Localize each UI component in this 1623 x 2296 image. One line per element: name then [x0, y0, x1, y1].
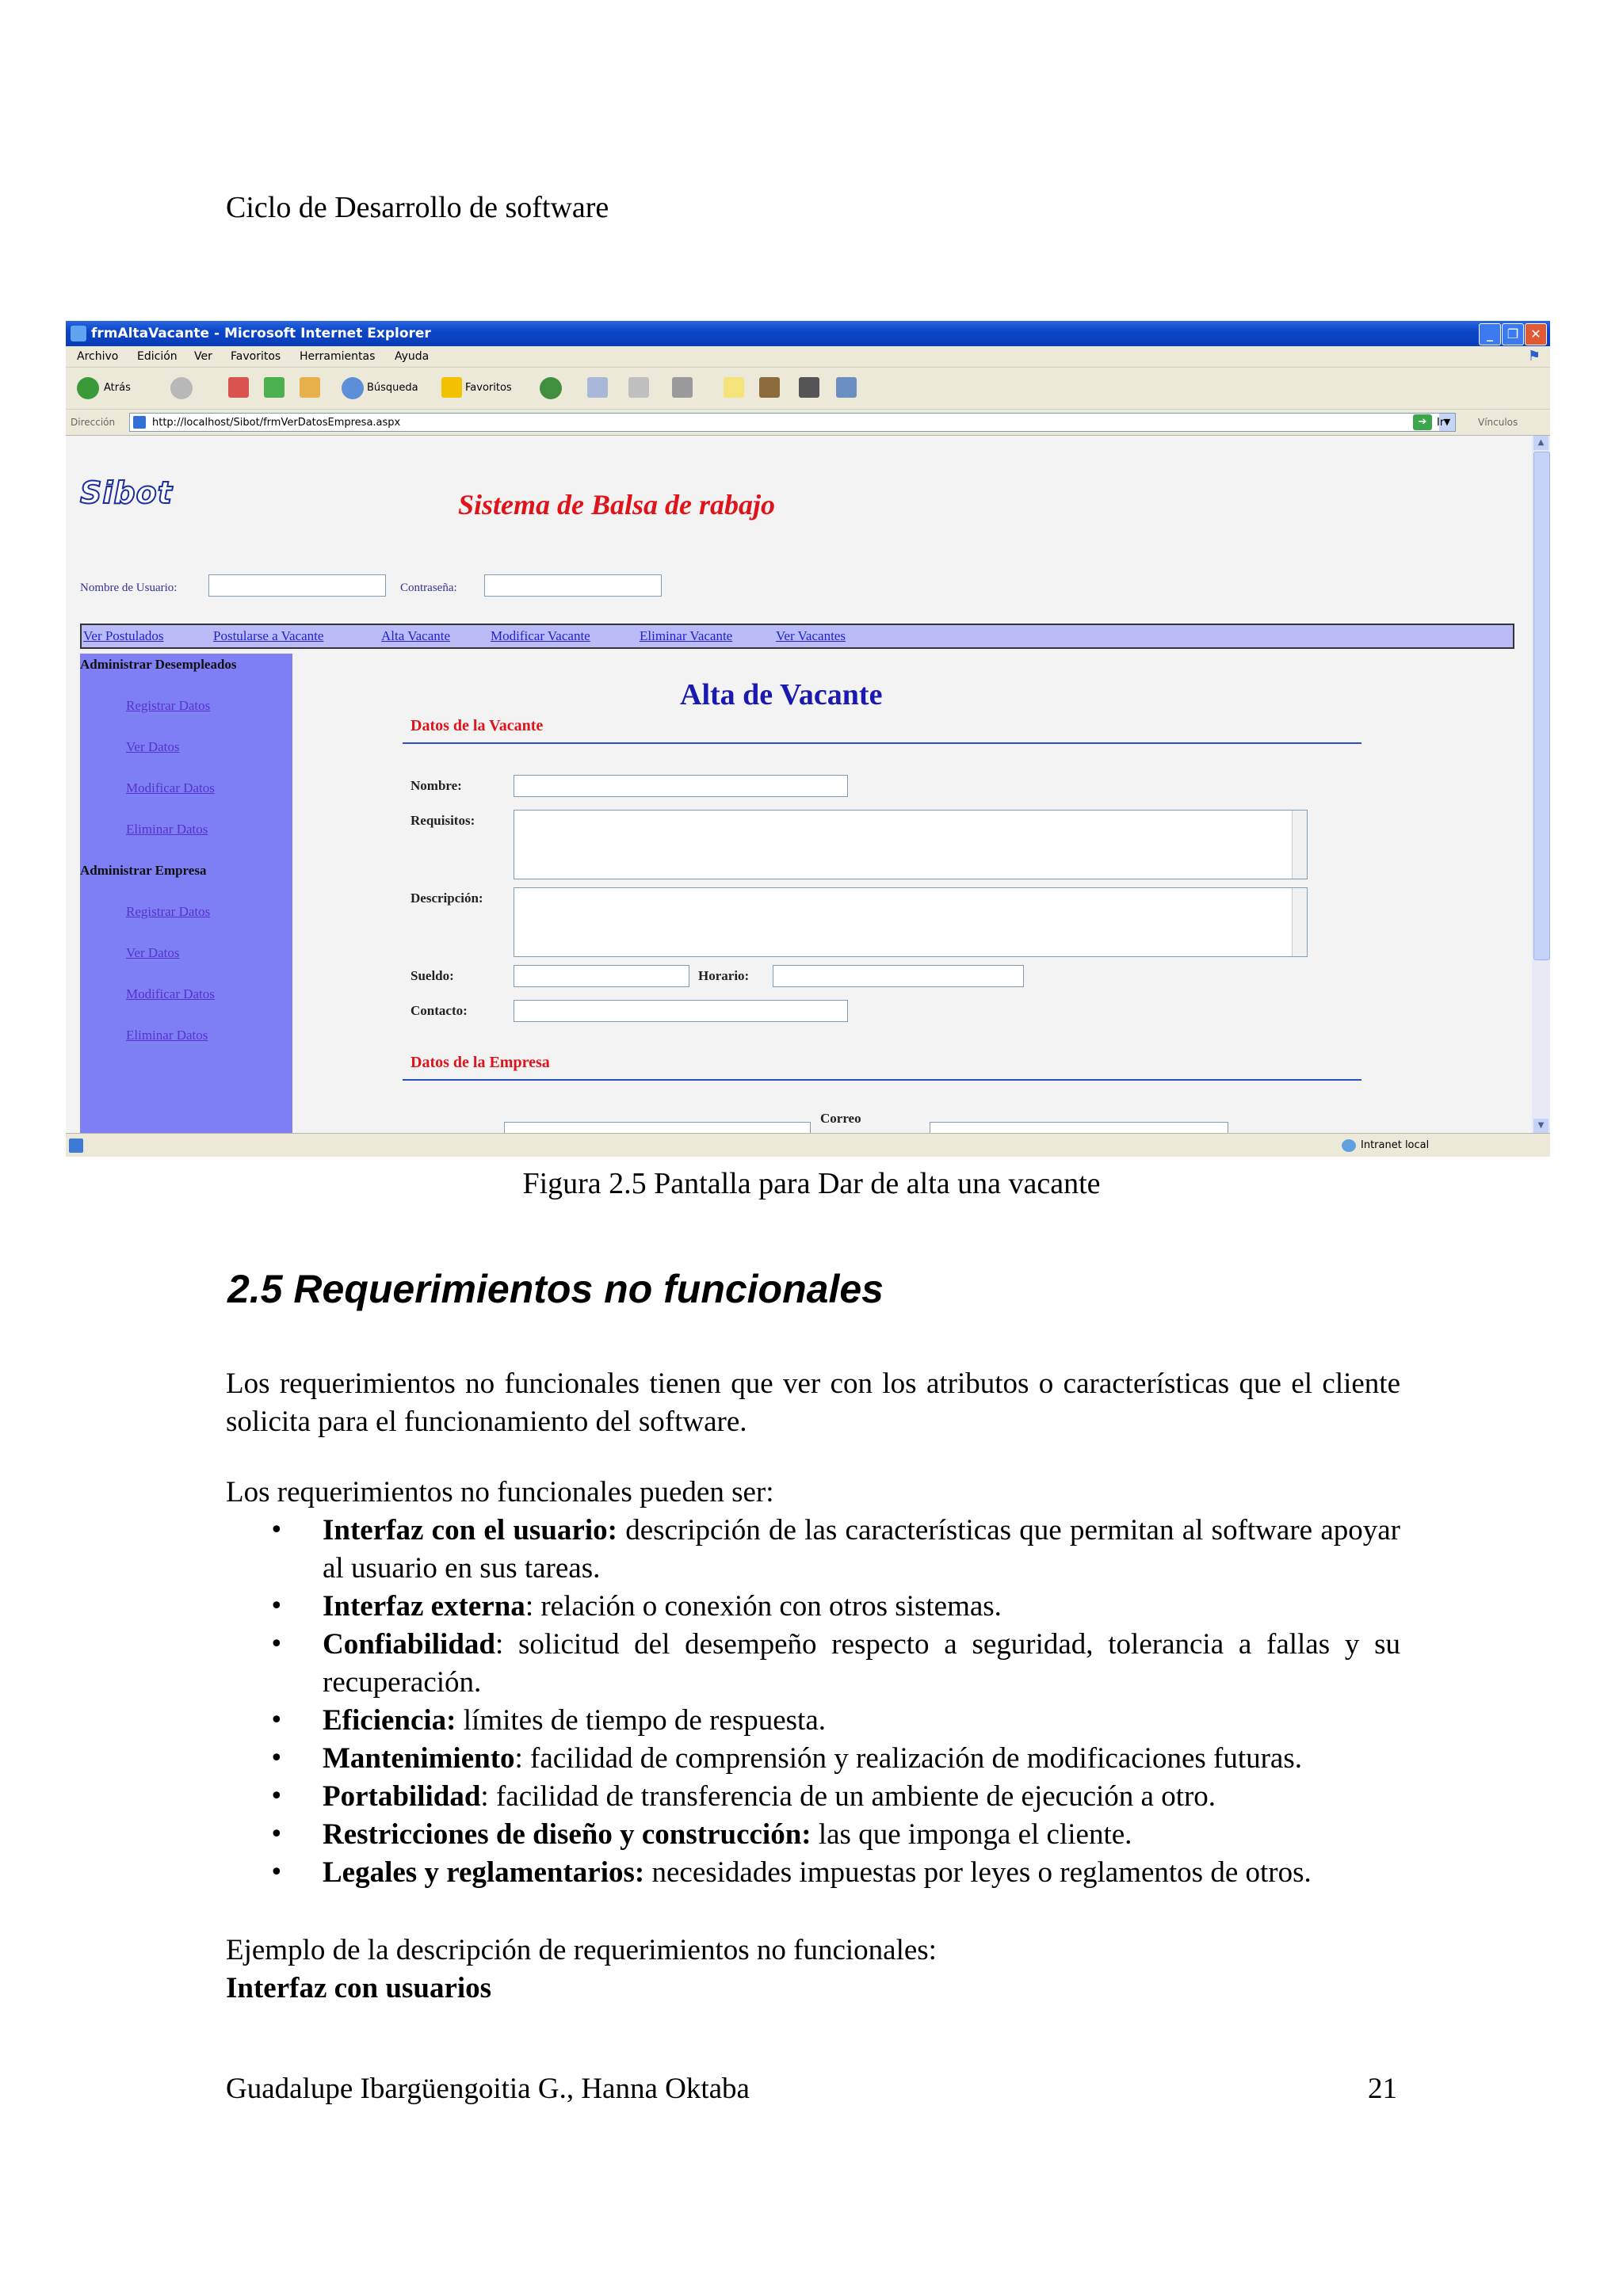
list-item-desc: descripción de las características que permitan al software apoyar al usuario en sus tareas.	[323, 1514, 1400, 1585]
bullet-icon: •	[269, 1859, 284, 1886]
list-item	[226, 1588, 1400, 1626]
form-title: Alta de Vacante	[680, 678, 883, 711]
favorites-label[interactable]: Favoritos	[465, 382, 512, 394]
menu-herramientas[interactable]: Herramientas	[300, 350, 376, 363]
ie-icon	[71, 326, 86, 341]
list-item-term: Interfaz externa	[323, 1590, 525, 1623]
web-page-content	[66, 436, 1532, 1133]
scroll-thumb[interactable]	[1533, 452, 1550, 960]
address-url[interactable]: http://localhost/Sibot/frmVerDatosEmpresa.aspx	[152, 417, 401, 429]
media-icon[interactable]	[799, 377, 819, 398]
browser-screenshot	[66, 321, 1550, 1157]
mail-icon[interactable]	[587, 377, 608, 398]
address-input[interactable]	[129, 413, 1456, 432]
discuss-icon[interactable]	[724, 377, 744, 398]
list-item	[226, 1626, 1400, 1702]
sueldo-label: Sueldo:	[411, 968, 454, 983]
print-icon[interactable]	[628, 377, 649, 398]
sidebar	[80, 654, 292, 1133]
paragraph: Los requerimientos no funcionales pueden ser:	[226, 1476, 774, 1508]
contacto-input[interactable]	[514, 1000, 848, 1022]
textarea-scrollbar[interactable]	[1292, 810, 1307, 879]
running-header: Ciclo de Desarrollo de software	[226, 191, 609, 224]
correo-input[interactable]	[930, 1122, 1228, 1133]
search-icon[interactable]	[342, 377, 364, 399]
nav-bar	[80, 624, 1514, 649]
back-icon[interactable]	[77, 377, 99, 399]
list-item-term: Interfaz con el usuario:	[323, 1514, 617, 1547]
go-button[interactable]: Ir	[1437, 417, 1445, 429]
bullet-icon: •	[269, 1745, 284, 1772]
list-item-desc: límites de tiempo de respuesta.	[456, 1704, 827, 1737]
globe-icon	[1342, 1139, 1356, 1152]
username-input[interactable]	[208, 574, 386, 597]
menu-ayuda[interactable]: Ayuda	[395, 350, 430, 363]
list-item-desc: : relación o conexión con otros sistemas.	[525, 1590, 1002, 1623]
requisitos-label: Requisitos:	[411, 813, 475, 828]
bullet-icon: •	[269, 1783, 284, 1810]
nav-ver-vacantes[interactable]: Ver Vacantes	[776, 628, 846, 643]
sidebar-item-modificar-datos[interactable]: Modificar Datos	[126, 780, 215, 795]
nav-modificar-vacante[interactable]: Modificar Vacante	[491, 628, 590, 643]
bullet-icon: •	[269, 1592, 284, 1620]
list-item	[226, 1740, 1400, 1778]
figure-caption: Figura 2.5 Pantalla para Dar de alta una vacante	[522, 1167, 1101, 1200]
messenger-icon[interactable]	[836, 377, 857, 398]
horario-input[interactable]	[773, 965, 1024, 987]
list-item-term: Mantenimiento	[323, 1742, 515, 1775]
list-item-desc: : facilidad de comprensión y realización de modificaciones futuras.	[514, 1742, 1303, 1775]
stop-icon[interactable]	[228, 377, 249, 398]
nav-postularse-vacante[interactable]: Postularse a Vacante	[213, 628, 324, 643]
scroll-up-icon[interactable]: ▲	[1533, 436, 1549, 450]
list-item-desc: necesidades impuestas por leyes o reglamentos de otros.	[644, 1856, 1312, 1889]
list-item-term: Confiabilidad	[323, 1628, 495, 1661]
section-title: 2.5 Requerimientos no funcionales	[227, 1267, 884, 1311]
windows-flag-icon: ⚑	[1527, 348, 1541, 364]
password-label: Contraseña:	[400, 582, 457, 594]
minimize-icon[interactable]: _	[1479, 323, 1501, 345]
address-label: Dirección	[71, 417, 116, 428]
edit-icon[interactable]	[672, 377, 693, 398]
list-item-desc: : solicitud del desempeño respecto a seguridad, tolerancia a fallas y su recuperación.	[323, 1628, 1400, 1699]
example-heading: Interfaz con usuarios	[226, 1972, 492, 2004]
links-label[interactable]: Vínculos	[1478, 417, 1518, 428]
menu-edicion[interactable]: Edición	[137, 350, 178, 363]
maximize-icon[interactable]: ❐	[1502, 323, 1524, 345]
nombre-label: Nombre:	[411, 778, 462, 793]
nav-alta-vacante[interactable]: Alta Vacante	[381, 628, 451, 643]
toolbar	[66, 368, 1550, 410]
research-icon[interactable]	[759, 377, 780, 398]
list-item	[226, 1778, 1400, 1816]
sidebar-item-registrar-datos[interactable]: Registrar Datos	[126, 698, 211, 713]
horario-label: Horario:	[698, 968, 750, 983]
list-item-term: Eficiencia:	[323, 1704, 456, 1737]
back-label[interactable]: Atrás	[104, 382, 131, 394]
nav-ver-postulados[interactable]: Ver Postulados	[83, 628, 164, 643]
sidebar-item-eliminar-datos[interactable]: Eliminar Datos	[126, 1028, 208, 1043]
section-datos-empresa: Datos de la Empresa	[411, 1054, 550, 1071]
correo-label: Correo	[820, 1111, 861, 1126]
username-label: Nombre de Usuario:	[80, 582, 178, 594]
address-bar	[66, 410, 1550, 436]
history-icon[interactable]	[540, 377, 562, 399]
list-item-desc: las que imponga el cliente.	[811, 1818, 1132, 1851]
bullet-icon: •	[269, 1630, 284, 1658]
home-icon[interactable]	[300, 377, 320, 398]
list-item-desc: : facilidad de transferencia de un ambiente de ejecución a otro.	[480, 1780, 1216, 1813]
section-divider	[403, 1079, 1361, 1081]
window-title: frmAltaVacante - Microsoft Internet Explorer	[91, 326, 431, 341]
password-input[interactable]	[484, 574, 662, 597]
bullet-icon: •	[269, 1516, 284, 1544]
sidebar-item-registrar-datos[interactable]: Registrar Datos	[126, 904, 211, 919]
search-label[interactable]: Búsqueda	[367, 382, 418, 394]
go-arrow-icon[interactable]: ➔	[1413, 414, 1432, 430]
list-item-term: Legales y reglamentarios:	[323, 1856, 645, 1889]
footer-authors: Guadalupe Ibargüengoitia G., Hanna Oktaba	[226, 2073, 750, 2105]
list-item	[226, 1512, 1400, 1588]
page-number: 21	[1368, 2073, 1397, 2105]
close-icon[interactable]: ✕	[1525, 323, 1547, 345]
security-zone: Intranet local	[1361, 1139, 1430, 1151]
list-item	[226, 1854, 1400, 1892]
forward-icon[interactable]	[170, 377, 193, 399]
contacto-label: Contacto:	[411, 1003, 468, 1018]
favorites-icon[interactable]	[441, 377, 462, 398]
sidebar-item-eliminar-datos[interactable]: Eliminar Datos	[126, 822, 208, 837]
descripcion-label: Descripción:	[411, 891, 483, 906]
list-item	[226, 1702, 1400, 1740]
textarea-scrollbar[interactable]	[1292, 888, 1307, 956]
sidebar-heading-desempleados: Administrar Desempleados	[80, 657, 237, 672]
list-item-term: Portabilidad	[323, 1780, 481, 1813]
bullet-icon: •	[269, 1821, 284, 1848]
section-divider	[403, 742, 1361, 744]
nombre-input[interactable]	[514, 775, 848, 797]
list-item	[226, 1816, 1400, 1854]
sueldo-input[interactable]	[514, 965, 689, 987]
page-scrollbar[interactable]	[1532, 436, 1550, 1133]
sidebar-item-ver-datos[interactable]: Ver Datos	[126, 945, 180, 960]
sidebar-item-ver-datos[interactable]: Ver Datos	[126, 739, 180, 754]
window-titlebar	[66, 321, 1550, 346]
list-item-term: Restricciones de diseño y construcción:	[323, 1818, 812, 1851]
requisitos-textarea[interactable]	[514, 810, 1308, 879]
empresa-nombre-input[interactable]	[504, 1122, 811, 1133]
menu-favoritos[interactable]: Favoritos	[231, 350, 281, 363]
requirements-list	[226, 1512, 1400, 1892]
menu-bar	[66, 346, 1550, 368]
sibot-logo: Sibot	[80, 475, 173, 510]
example-line: Ejemplo de la descripción de requerimientos no funcionales:	[226, 1934, 937, 1966]
page-status-icon	[69, 1138, 83, 1153]
bullet-icon: •	[269, 1707, 284, 1734]
menu-ver[interactable]: Ver	[194, 350, 212, 363]
sidebar-item-modificar-datos[interactable]: Modificar Datos	[126, 986, 215, 1001]
sidebar-heading-empresa: Administrar Empresa	[80, 863, 207, 878]
menu-archivo[interactable]: Archivo	[77, 350, 119, 363]
paragraph: Los requerimientos no funcionales tienen que ver con los atributos o características que el cliente solicita para el funcionamiento del software.	[226, 1367, 1400, 1438]
section-datos-vacante: Datos de la Vacante	[411, 717, 544, 734]
system-title: Sistema de Balsa de rabajo	[458, 489, 776, 521]
chevron-down-icon[interactable]: ▼	[1439, 414, 1455, 431]
nav-eliminar-vacante[interactable]: Eliminar Vacante	[640, 628, 733, 643]
page-icon	[133, 416, 146, 429]
status-bar	[66, 1133, 1550, 1157]
refresh-icon[interactable]	[264, 377, 285, 398]
descripcion-textarea[interactable]	[514, 887, 1308, 957]
scroll-down-icon[interactable]: ▼	[1533, 1119, 1549, 1133]
